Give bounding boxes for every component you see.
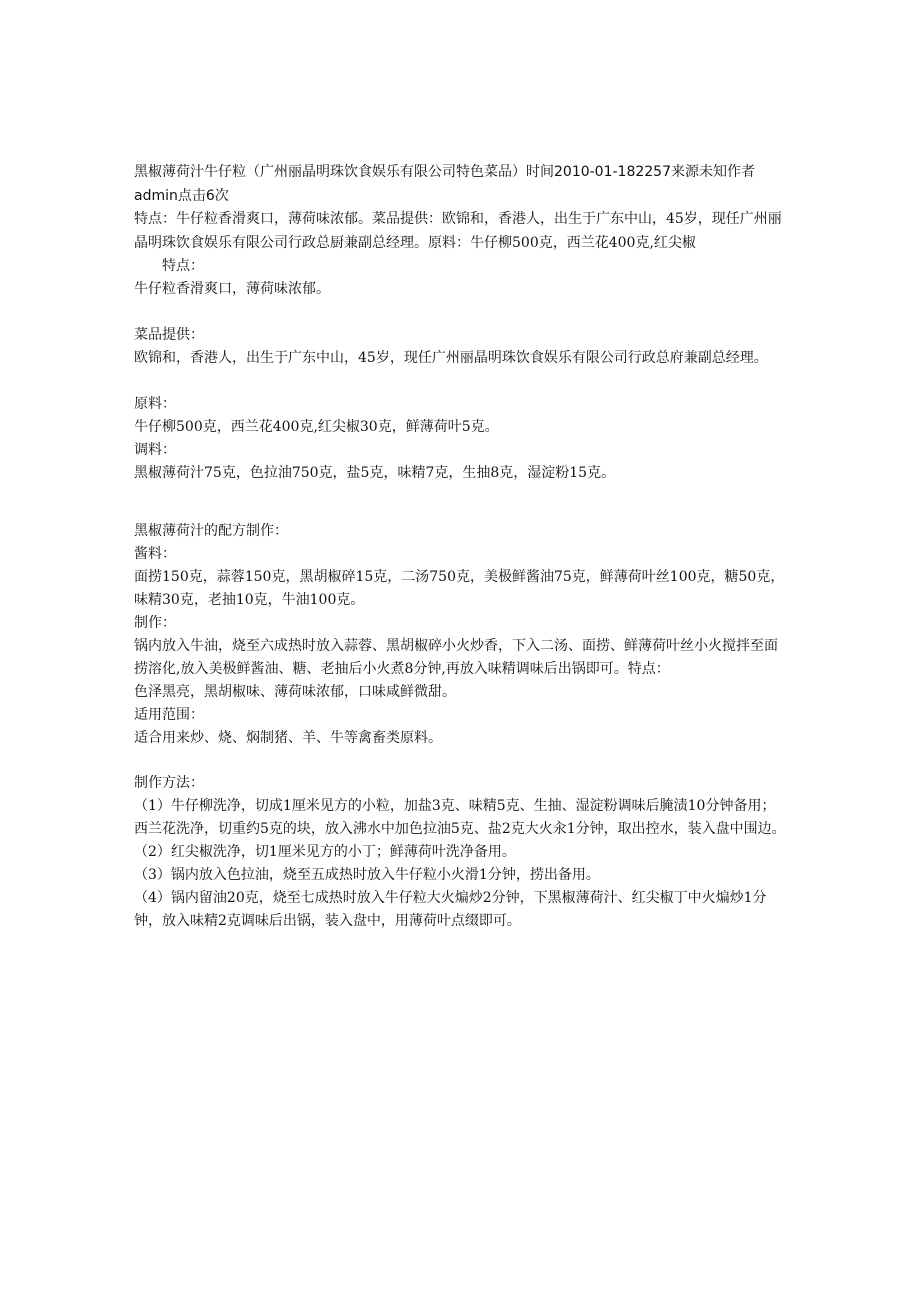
ingredients-text: 牛仔柳500克，西兰花400克,红尖椒30克，鲜薄荷叶5克。 <box>134 419 499 435</box>
seasoning-text: 黑椒薄荷汁75克，色拉油750克，盐5克，味精7克，生抽8克，湿淀粉15克。 <box>134 465 616 481</box>
method-step-2: （2）红尖椒洗净，切1厘米见方的小丁；鲜薄荷叶洗净备用。 <box>134 844 516 860</box>
ingredients-label: 原料： <box>134 396 176 412</box>
sauce-scope-label: 适用范围： <box>134 707 204 723</box>
provider-label: 菜品提供： <box>134 327 204 343</box>
method-step-1: （1）牛仔柳洗净，切成1厘米见方的小粒，加盐3克、味精5克、生抽、湿淀粉调味后腌渍10分钟备用；西兰花洗净，切重约5克的块，放入沸水中加色拉油5克、盐2克大火汆1分钟，取出控水，装入盘中围边。 <box>134 798 786 837</box>
method-label: 制作方法： <box>134 775 204 791</box>
sauce-ingredients-label: 酱料： <box>134 546 176 562</box>
sauce-method-text: 锅内放入牛油，烧至六成热时放入蒜蓉、黑胡椒碎小火炒香，下入二汤、面捞、鲜薄荷叶丝小火搅拌至面捞溶化,放入美极鲜酱油、糖、老抽后小火煮8分钟,再放入味精调味后出锅即可。特点： <box>134 638 778 677</box>
seasoning-label: 调料： <box>134 442 176 458</box>
spacer <box>134 485 786 520</box>
sauce-method-label: 制作： <box>134 615 176 631</box>
features-label: 特点： <box>162 258 204 274</box>
spacer <box>134 370 786 393</box>
method-step-4: （4）锅内留油20克，烧至七成热时放入牛仔粒大火煸炒2分钟，下黑椒薄荷汁、红尖椒丁中火煸炒1分钟，放入味精2克调味后出锅，装入盘中，用薄荷叶点缀即可。 <box>134 890 767 929</box>
spacer <box>134 750 786 772</box>
features-text: 牛仔粒香滑爽口，薄荷味浓郁。 <box>134 281 330 297</box>
article-summary: 特点：牛仔粒香滑爽口，薄荷味浓郁。菜品提供：欧锦和，香港人，出生于广东中山，45岁，现任广州丽晶明珠饮食娱乐有限公司行政总厨兼副总经理。原料：牛仔柳500克，西兰花400克,红尖椒 <box>134 211 782 251</box>
sauce-features-text: 色泽黑亮，黑胡椒味、薄荷味浓郁，口味咸鲜微甜。 <box>134 684 456 700</box>
spacer <box>134 301 786 324</box>
method-step-3: （3）锅内放入色拉油，烧至五成热时放入牛仔粒小火滑1分钟，捞出备用。 <box>134 867 600 883</box>
sauce-heading: 黑椒薄荷汁的配方制作： <box>134 523 288 539</box>
sauce-ingredients-text: 面捞150克，蒜蓉150克，黑胡椒碎15克，二汤750克，美极鲜酱油75克，鲜薄荷叶丝100克，糖50克，味精30克，老抽10克，牛油100克。 <box>134 569 785 608</box>
provider-text: 欧锦和，香港人，出生于广东中山，45岁，现任广州丽晶明珠饮食娱乐有限公司行政总府兼副总经理。 <box>134 350 768 366</box>
document-page <box>134 160 786 933</box>
sauce-scope-text: 适合用来炒、烧、焖制猪、羊、牛等禽畜类原料。 <box>134 730 442 746</box>
article-title: 黑椒薄荷汁牛仔粒（广州丽晶明珠饮食娱乐有限公司特色菜品）时间2010-01-182257来源未知作者admin点击6次 <box>134 164 755 204</box>
